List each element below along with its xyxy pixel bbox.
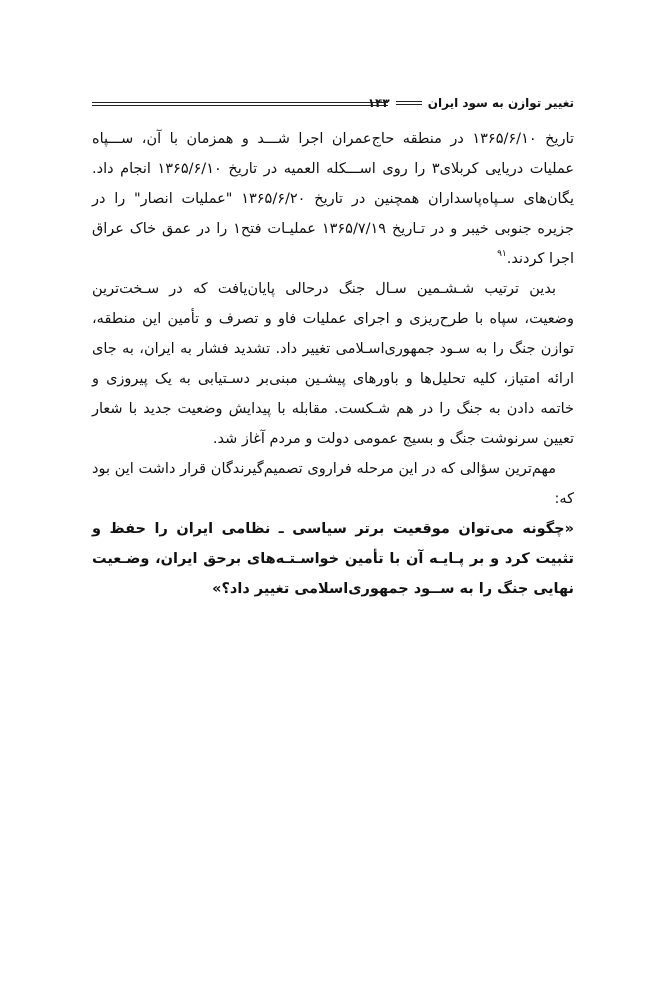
- paragraph-continued: [92, 124, 574, 274]
- header-title: تغییر توازن به سود ایران: [427, 96, 574, 110]
- bold-question-quote: «چگونه می‌توان موقعیت برتر سیاسی ـ نظامی ایران را حفظ و تثبیت کرد و بر پـایـه آن با تأمین خواسـتـه‌های برحق ایران، وضـعیت نهایی جنگ را به ســود جمهوری‌اسلامی تغییر داد؟»: [92, 521, 574, 597]
- paragraph: بدین ترتیب شـشـمین سـال جنگ درحالی پایان‌یافت که در سـخت‌ترین وضعیت، سپاه با طرح‌ریزی و اجرای عملیات فاو و تصرف و تأمین این منطقه، توازن جنگ را به سـود جمهوری‌اسـلامی تغییر داد. تشدید فشار به ایران، به جای ارائه امتیاز، کلیه تحلیل‌ها و باورهای پیشـین مبنی‌بر دسـتیابی به یک پیروزی و خاتمه دادن به جنگ را در هم شـکست. مقابله با پیدایش وضعیت جدید با شعار تعیین سرنوشت جنگ و بسیج عمومی دولت و مردم آغاز شد.: [92, 281, 574, 447]
- paragraph-text: تاریخ ۱۳۶۵/۶/۱۰ در منطقه حاج‌عمران اجرا شـــد و همزمان با آن، ســـپاه عملیات دریایی کربلای۳ را روی اســـکله العمیه در تاریخ ۱۳۶۵/۶/۱۰ انجام داد. یگان‌های سـپاه‌پاسداران همچنین در تاریخ ۱۳۶۵/۶/۲۰ "عملیات انصار" را در جزیره جنوبی خیبر و در تـاریخ ۱۳۶۵/۷/۱۹ عملیـات فتح۱ را در عمق خاک عراق اجرا کردند.: [92, 131, 575, 267]
- body-text: [92, 124, 574, 604]
- paragraph: مهم‌ترین سؤالی که در این مرحله فراروی تصمیم‌گیرندگان قرار داشت این بود که:: [92, 461, 574, 507]
- footnote-marker: ۹۱: [497, 249, 507, 259]
- header-dash-separator: [396, 101, 422, 105]
- page-number: ۱۴۳: [367, 96, 390, 110]
- header-rule: [92, 102, 388, 106]
